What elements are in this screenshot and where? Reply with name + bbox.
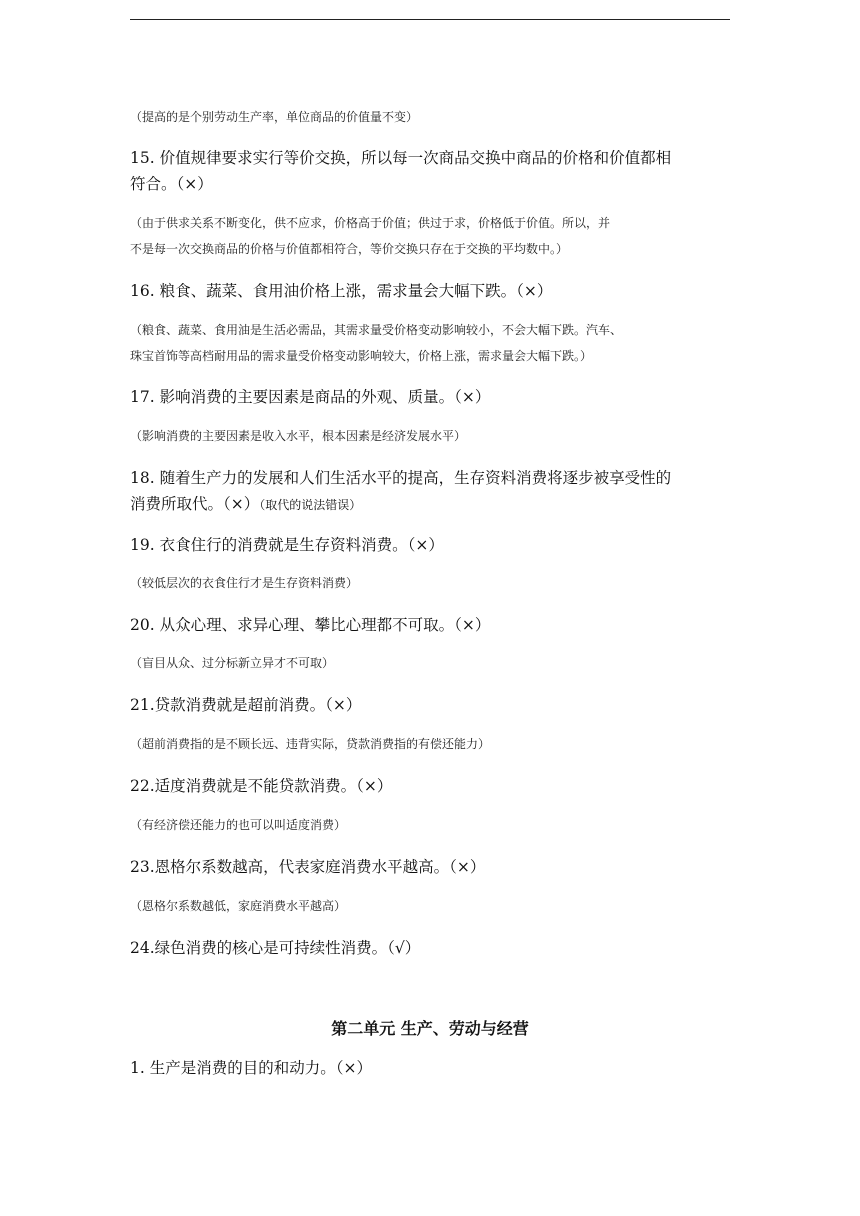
answer-note-21: （超前消费指的是不顾长远、违背实际，贷款消费指的有偿还能力）: [130, 737, 491, 751]
question-22: 22.适度消费就是不能贷款消费。（×）: [130, 777, 393, 795]
question-23: 23.恩格尔系数越高，代表家庭消费水平越高。（×）: [130, 858, 486, 876]
answer-note-16-line1: （粮食、蔬菜、食用油是生活必需品，其需求量受价格变动影响较小，不会大幅下跌。汽车、: [130, 323, 623, 337]
answer-note-23: （恩格尔系数越低，家庭消费水平越高）: [130, 899, 347, 913]
answer-note-15-line1: （由于供求关系不断变化，供不应求，价格高于价值；供过于求，价格低于价值。所以，并: [130, 216, 611, 230]
question-21: 21.贷款消费就是超前消费。（×）: [130, 696, 362, 714]
question-16: 16. 粮食、蔬菜、食用油价格上涨，需求量会大幅下跌。（×）: [130, 282, 553, 300]
question-19: 19. 衣食住行的消费就是生存资料消费。（×）: [130, 536, 444, 554]
question-17: 17. 影响消费的主要因素是商品的外观、质量。（×）: [130, 388, 491, 406]
question-18-text: 消费所取代。（×）: [130, 495, 260, 513]
question-15-line2: 符合。（×）: [130, 175, 213, 193]
answer-note-20: （盲目从众、过分标新立异才不可取）: [130, 656, 335, 670]
question-unit2-1: 1. 生产是消费的目的和动力。（×）: [130, 1059, 372, 1077]
question-18-line1: 18. 随着生产力的发展和人们生活水平的提高，生存资料消费将逐步被享受性的: [130, 469, 672, 487]
answer-note-17: （影响消费的主要因素是收入水平，根本因素是经济发展水平）: [130, 429, 467, 443]
question-15-line1: 15. 价值规律要求实行等价交换，所以每一次商品交换中商品的价格和价值都相: [130, 149, 672, 167]
section-heading: 第二单元 生产、劳动与经营: [331, 1019, 529, 1038]
answer-note-14: （提高的是个别劳动生产率，单位商品的价值量不变）: [130, 110, 419, 124]
answer-note-16-line2: 珠宝首饰等高档耐用品的需求量受价格变动影响较大，价格上涨，需求量会大幅下跌。）: [130, 349, 593, 363]
answer-note-19: （较低层次的衣食住行才是生存资料消费）: [130, 576, 359, 590]
question-18-line2: [130, 492, 730, 517]
answer-note-18: （取代的说法错误）: [259, 498, 362, 512]
header-rule: [130, 19, 730, 20]
question-20: 20. 从众心理、求异心理、攀比心理都不可取。（×）: [130, 616, 491, 634]
question-24: 24.绿色消费的核心是可持续性消费。（√）: [130, 939, 421, 957]
answer-note-15-line2: 不是每一次交换商品的价格与价值都相符合，等价交换只存在于交换的平均数中。）: [130, 242, 569, 256]
answer-note-22: （有经济偿还能力的也可以叫适度消费）: [130, 818, 347, 832]
